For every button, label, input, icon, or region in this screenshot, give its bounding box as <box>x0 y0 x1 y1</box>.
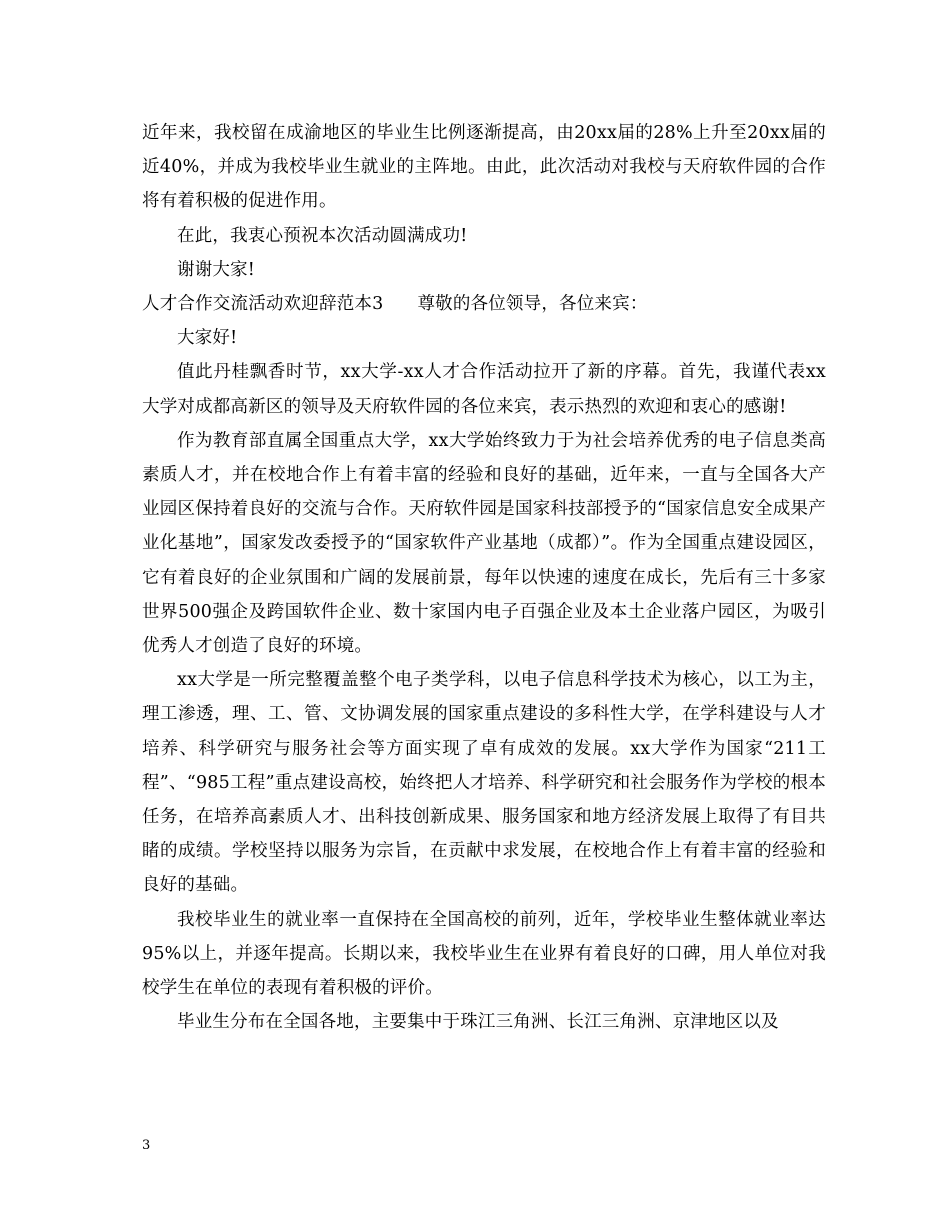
paragraph-greeting: 大家好! <box>177 328 238 349</box>
paragraph-8: xx大学是一所完整覆盖整个电子类学科，以电子信息科学技术为核心，以工为主，理工渗透，理、工、管、文协调发展的国家重点建设的多科性大学，在学科建设与人才培养、科学研究与服务社会等方面实现了卓有成效的发展。xx大学作为国家“211工程”、“985工程”重点建设高校，始终把人才培养、科学研究和社会服务作为学校的根本任务，在培养高素质人才、出科技创新成果、服务国家和地方经济发展上取得了有目共睹的成绩。学校坚持以服务为宗旨，在贡献中求发展，在校地合作上有着丰富的经验和良好的基础。 <box>142 670 826 896</box>
paragraph-2: 在此，我衷心预祝本次活动圆满成功! <box>177 225 468 246</box>
paragraph-9: 我校毕业生的就业率一直保持在全国高校的前列，近年，学校毕业生整体就业率达95%以上，并逐年提高。长期以来，我校毕业生在业界有着良好的口碑，用人单位对我校学生在单位的表现有着积极的评价。 <box>142 909 826 999</box>
paragraph-3: 谢谢大家! <box>177 259 256 280</box>
section-title: 人才合作交流活动欢迎辞范本3 <box>142 294 384 315</box>
page-number: 3 <box>142 1138 151 1153</box>
paragraph-6: 值此丹桂飘香时节，xx大学-xx人才合作活动拉开了新的序幕。首先，我谨代表xx大学对成都高新区的领导及天府软件园的各位来宾，表示热烈的欢迎和衷心的感谢! <box>142 362 826 417</box>
document-body <box>142 116 826 1039</box>
section-salutation: 尊敬的各位领导，各位来宾： <box>417 294 648 315</box>
paragraph-10: 毕业生分布在全国各地，主要集中于珠江三角洲、长江三角洲、京津地区以及 <box>177 1012 779 1033</box>
section-heading-line <box>142 287 826 321</box>
paragraph-7: 作为教育部直属全国重点大学，xx大学始终致力于为社会培养优秀的电子信息类高素质人才，并在校地合作上有着丰富的经验和良好的基础，近年来，一直与全国各大产业园区保持着良好的交流与合作。天府软件园是国家科技部授予的“国家信息安全成果产业化基地”，国家发改委授予的“国家软件产业基地（成都）”。作为全国重点建设园区，它有着良好的企业氛围和广阔的发展前景，每年以快速的速度在成长，先后有三十多家世界500强企及跨国软件企业、数十家国内电子百强企业及本土企业落户园区，为吸引优秀人才创造了良好的环境。 <box>142 430 826 657</box>
paragraph-1: 近年来，我校留在成渝地区的毕业生比例逐渐提高，由20xx届的28%上升至20xx届的近40%，并成为我校毕业生就业的主阵地。由此，此次活动对我校与天府软件园的合作将有着积极的促进作用。 <box>142 123 826 212</box>
